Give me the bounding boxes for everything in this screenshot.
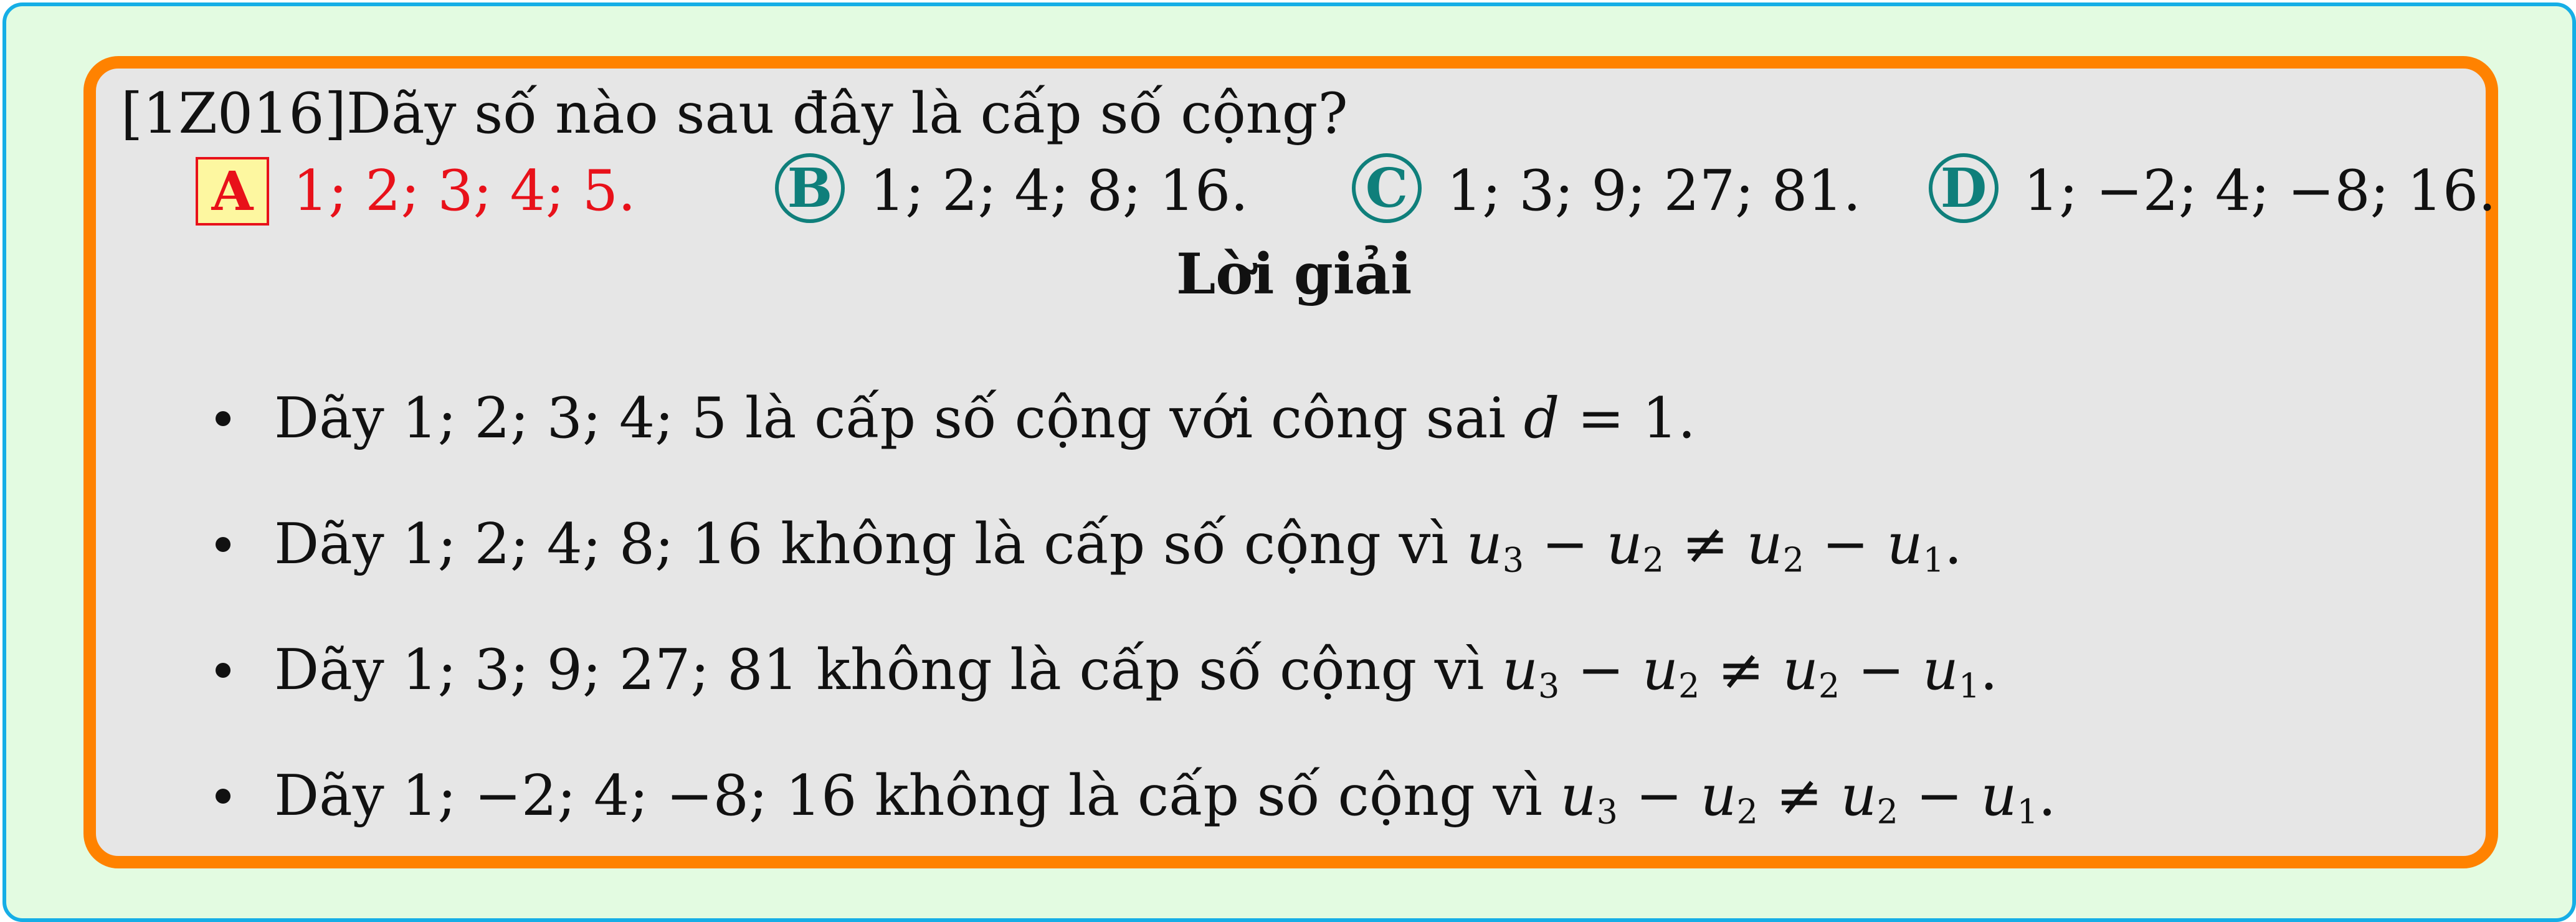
bullet-dot — [216, 411, 231, 426]
solution-item-4: Dãy 1; −2; 4; −8; 16 không là cấp số cộng vì $u_3 - u_2 \ne u_2 - u_1$. — [274, 763, 2056, 832]
solution-item-1: Dãy 1; 2; 3; 4; 5 là cấp số cộng với công sai d = 1. — [274, 386, 1696, 451]
solution-title: Lời giải — [1176, 241, 1412, 307]
option-c-text[interactable]: 1; 3; 9; 27; 81. — [1447, 158, 1861, 224]
bullet-dot — [216, 789, 231, 804]
question-text: Dãy số nào sau đây là cấp số cộng? — [346, 81, 1348, 146]
option-a-text[interactable]: 1; 2; 3; 4; 5. — [293, 158, 636, 224]
option-d-text[interactable]: 1; −2; 4; −8; 16. — [2023, 158, 2496, 224]
option-d-marker[interactable]: D — [1929, 153, 1999, 223]
question-id: [1Z016] — [121, 81, 346, 146]
option-a-marker[interactable]: A — [196, 157, 269, 226]
option-c-marker[interactable]: C — [1352, 153, 1422, 223]
question-line — [121, 81, 1348, 146]
option-b-text[interactable]: 1; 2; 4; 8; 16. — [870, 158, 1248, 224]
bullet-dot — [216, 663, 231, 678]
option-b-marker[interactable]: B — [775, 153, 845, 223]
bullet-dot — [216, 537, 231, 552]
solution-item-3: Dãy 1; 3; 9; 27; 81 không là cấp số cộng vì $u_3 - u_2 \ne u_2 - u_1$. — [274, 637, 1998, 706]
solution-item-2: Dãy 1; 2; 4; 8; 16 không là cấp số cộng vì $u_3 - u_2 \ne u_2 - u_1$. — [274, 511, 1962, 580]
